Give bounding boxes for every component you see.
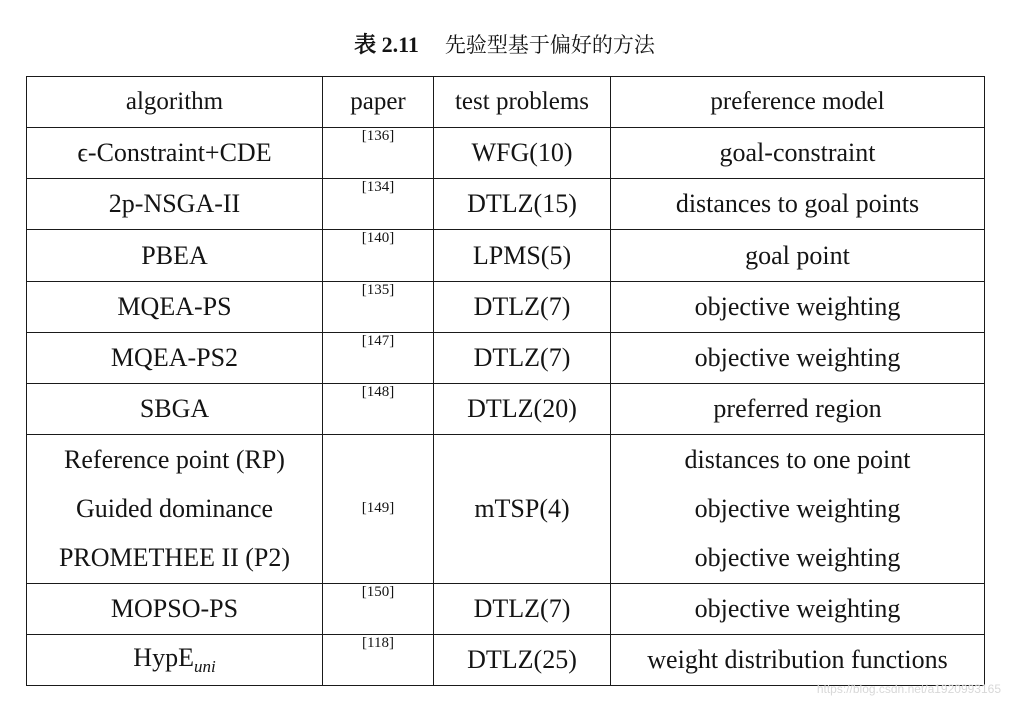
methods-table (26, 76, 985, 686)
group-algorithm: Reference point (RP) (64, 445, 285, 475)
algorithm-cell (27, 634, 323, 685)
group-model: distances to one point (684, 445, 911, 475)
algorithm-base: HypE (133, 642, 194, 672)
table-row (27, 230, 985, 281)
algorithm-cell: SBGA (27, 383, 323, 434)
header-test-problems: test problems (434, 77, 611, 128)
model-cell: distances to goal points (611, 179, 985, 230)
header-row (27, 77, 985, 128)
group-algorithm: Guided dominance (75, 494, 274, 524)
table-row (27, 583, 985, 634)
paper-cell: [148] (323, 383, 434, 434)
paper-cell: [118] (323, 634, 434, 685)
test-cell: DTLZ(20) (434, 383, 611, 434)
test-cell: mTSP(4) (434, 435, 611, 583)
watermark: https://blog.csdn.net/a1920993165 (816, 682, 1001, 696)
algorithm-group-cell (27, 435, 323, 583)
algorithm-cell: 2p-NSGA-II (27, 179, 323, 230)
test-cell: DTLZ(15) (434, 179, 611, 230)
model-cell: weight distribution functions (611, 634, 985, 685)
header-preference-model: preference model (611, 77, 985, 128)
header-paper: paper (323, 77, 434, 128)
table-row (27, 634, 985, 685)
paper-cell: [134] (323, 179, 434, 230)
paper-cell: [136] (323, 128, 434, 179)
paper-cell: [147] (323, 332, 434, 383)
algorithm-cell: PBEA (27, 230, 323, 281)
table-row (27, 281, 985, 332)
algorithm-cell: ϵ-Constraint+CDE (27, 128, 323, 179)
test-cell: DTLZ(7) (434, 583, 611, 634)
header-algorithm: algorithm (27, 77, 323, 128)
group-model: objective weighting (694, 543, 901, 573)
algorithm-cell: MOPSO-PS (27, 583, 323, 634)
model-cell: objective weighting (611, 583, 985, 634)
group-algorithm: PROMETHEE II (P2) (58, 543, 291, 573)
table-number: 表 2.11 (354, 32, 419, 57)
algorithm-cell: MQEA-PS2 (27, 332, 323, 383)
algorithm-subscript: uni (193, 656, 216, 676)
table-title: 先验型基于偏好的方法 (444, 33, 655, 57)
paper-cell: [135] (323, 281, 434, 332)
model-cell: preferred region (611, 383, 985, 434)
test-cell: WFG(10) (434, 128, 611, 179)
algorithm-cell: MQEA-PS (27, 281, 323, 332)
model-cell: goal point (611, 230, 985, 281)
group-model: objective weighting (694, 494, 901, 524)
model-cell: objective weighting (611, 281, 985, 332)
table-row (27, 383, 985, 434)
model-cell: goal-constraint (611, 128, 985, 179)
model-cell: objective weighting (611, 332, 985, 383)
test-cell: DTLZ(25) (434, 634, 611, 685)
table-row-group (27, 435, 985, 583)
test-cell: DTLZ(7) (434, 332, 611, 383)
table-row (27, 179, 985, 230)
paper-cell: [150] (323, 583, 434, 634)
paper-cell: [149] (323, 435, 434, 583)
paper-cell: [140] (323, 230, 434, 281)
test-cell: DTLZ(7) (434, 281, 611, 332)
model-group-cell (611, 435, 985, 583)
table-caption (0, 28, 1009, 59)
table-row (27, 332, 985, 383)
table-row (27, 128, 985, 179)
test-cell: LPMS(5) (434, 230, 611, 281)
